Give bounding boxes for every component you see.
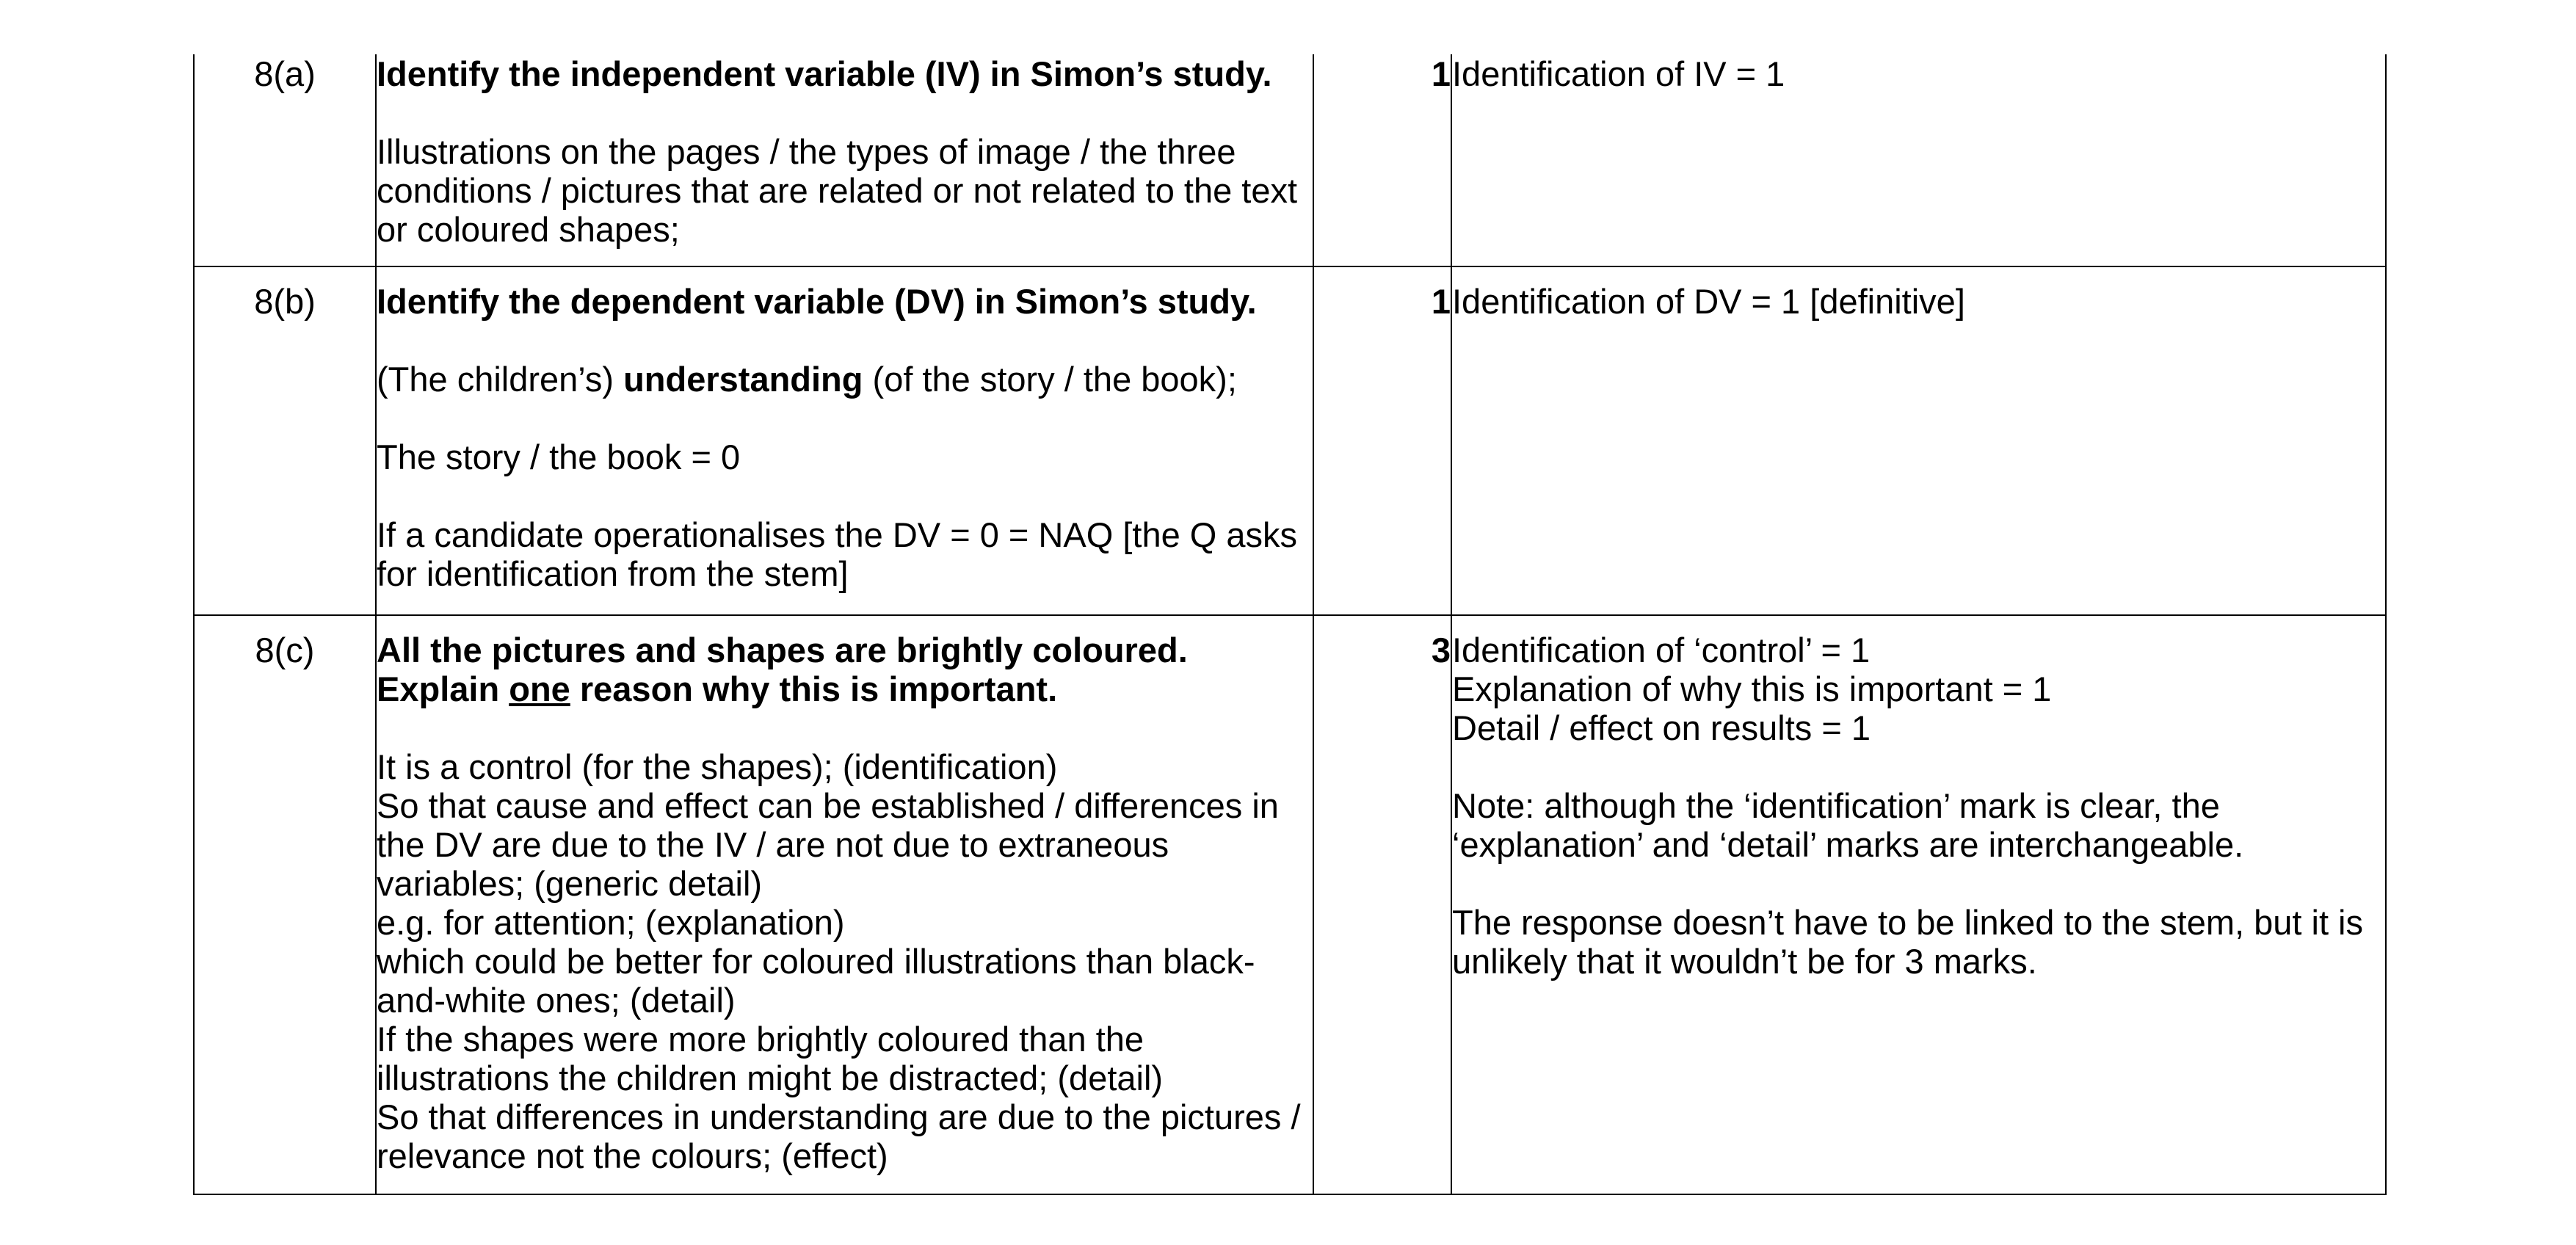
table-row (194, 266, 2386, 615)
marks-label: 1 (1431, 282, 1451, 321)
guidance-text (1451, 266, 2386, 615)
guidance-note: The response doesn’t have to be linked to the stem, but it is unlikely that it wouldn’t be for 3 marks. (1452, 903, 2364, 981)
question-prompt (377, 669, 1313, 708)
answer-text-post: (of the story / the book); (863, 360, 1237, 399)
answer-text: The story / the book = 0 (377, 438, 741, 476)
answer-text: It is a control (for the shapes); (identification) (377, 747, 1058, 786)
answer-cell (376, 54, 1313, 266)
answer-cell (376, 266, 1313, 615)
question-number-label: 8(b) (254, 282, 316, 321)
question-number-label: 8(c) (255, 631, 315, 669)
question-number: 8(a) (194, 54, 376, 266)
table-row (194, 54, 2386, 266)
marks-value (1313, 615, 1451, 1194)
answer-text-bold: understanding (623, 360, 863, 399)
answer-text: So that cause and effect can be established / differences in the DV are due to the IV / are not due to extraneous variables; (generic detail) (377, 786, 1279, 903)
guidance-label: Identification of DV = 1 [definitive] (1452, 282, 1965, 321)
guidance-line: Detail / effect on results = 1 (1452, 708, 1871, 747)
marks-label: 3 (1431, 631, 1451, 669)
question-number (194, 615, 376, 1194)
answer-text: So that differences in understanding are due to the pictures / relevance not the colours; (effect) (377, 1097, 1301, 1175)
question-prompt: Identify the dependent variable (DV) in Simon’s study. (377, 282, 1257, 321)
prompt-post: reason why this is important. (570, 669, 1058, 708)
prompt-pre: Explain (377, 669, 509, 708)
answer-text: If a candidate operationalises the DV = 0 = NAQ [the Q asks for identification from the stem] (377, 515, 1298, 593)
answer-text: If the shapes were more brightly coloured than the illustrations the children might be distracted; (detail) (377, 1020, 1164, 1097)
guidance-line: Explanation of why this is important = 1 (1452, 669, 2052, 708)
question-prompt: All the pictures and shapes are brightly coloured. (377, 631, 1188, 669)
marks-value (1313, 266, 1451, 615)
guidance-text: Identification of IV = 1 (1451, 54, 2386, 266)
answer-text (377, 360, 1313, 399)
mark-scheme-table (193, 54, 2387, 1195)
answer-text: which could be better for coloured illustrations than black-and-white ones; (detail) (377, 942, 1255, 1020)
answer-text: Illustrations on the pages / the types of image / the three conditions / pictures that are related or not related to the text or coloured shapes; (377, 132, 1298, 249)
guidance-note: Note: although the ‘identification’ mark is clear, the ‘explanation’ and ‘detail’ marks are interchangeable. (1452, 786, 2244, 864)
guidance-text (1451, 615, 2386, 1194)
question-prompt: Identify the independent variable (IV) in Simon’s study. (377, 54, 1272, 93)
answer-cell (376, 615, 1313, 1194)
marks-value: 1 (1313, 54, 1451, 266)
answer-text: e.g. for attention; (explanation) (377, 903, 845, 942)
table-row (194, 615, 2386, 1194)
prompt-underlined: one (509, 669, 570, 708)
question-number (194, 266, 376, 615)
answer-text-pre: (The children’s) (377, 360, 624, 399)
guidance-line: Identification of ‘control’ = 1 (1452, 631, 1871, 669)
